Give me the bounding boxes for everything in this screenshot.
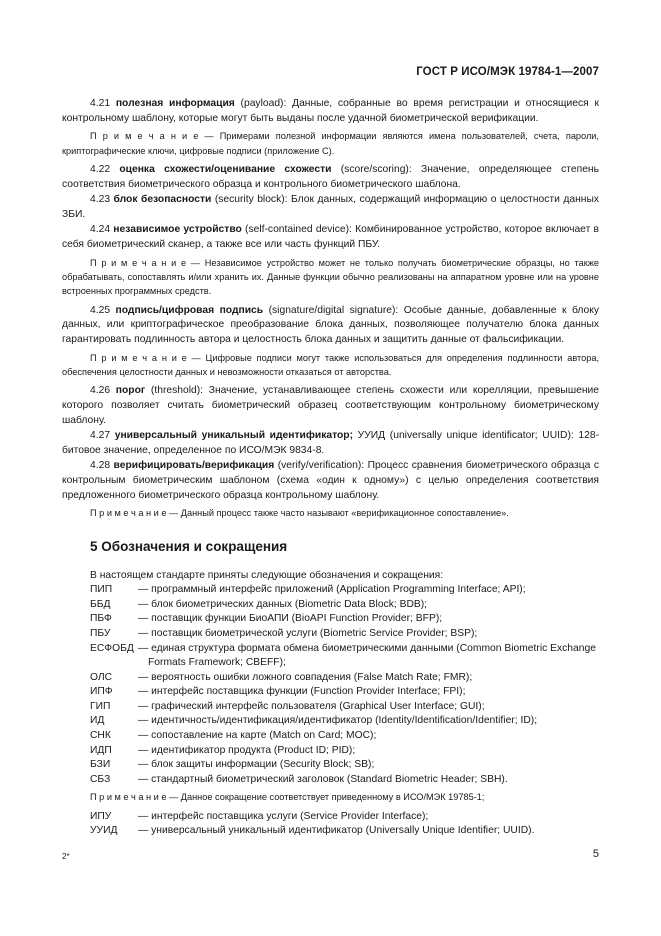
- list-item: [90, 729, 599, 744]
- list-item: [90, 700, 599, 715]
- note-label: П р и м е ч а н и е: [90, 792, 167, 803]
- definition-term: подпись/цифровая подпись: [115, 304, 264, 316]
- abbreviation-list-continued: [90, 810, 599, 839]
- abbreviation: ИПУ: [90, 810, 112, 822]
- definition-4-23: [62, 193, 599, 222]
- definition-4-25: [62, 304, 599, 348]
- definition-number: 4.24: [90, 224, 111, 236]
- note-section-5: [62, 790, 599, 804]
- list-item: [90, 671, 599, 686]
- list-item: [90, 810, 599, 825]
- abbreviation: ЕСФОБД: [90, 642, 134, 654]
- note-text: — Данное сокращение соответствует приведенному в ИСО/МЭК 19785-1;: [166, 792, 485, 803]
- definition-term: блок безопасности: [113, 194, 212, 206]
- list-item: [90, 773, 599, 788]
- definition-number: 4.27: [90, 430, 111, 442]
- abbreviation-definition: — вероятность ошибки ложного совпадения (False Match Rate; FMR);: [138, 671, 473, 683]
- definition-number: 4.26: [90, 385, 111, 397]
- abbreviation-definition-wrap: [138, 642, 599, 671]
- abbreviation-definition: — поставщик биометрической услуги (Biometric Service Provider; BSP);: [138, 627, 478, 639]
- definition-term: универсальный уникальный идентификатор;: [114, 430, 354, 442]
- note-4-25: [62, 351, 599, 380]
- list-item: [90, 598, 599, 613]
- definition-text: (signature/digital signature): Особые данные, добавленные к блоку данных, или криптографическое преобразование блока данных, позволяющее получателю блока данных гарантировать подлинность автора и целостность блока данных и защитить данные от фальсификации.: [62, 304, 599, 345]
- definition-term: независимое устройство: [113, 224, 242, 236]
- definition-term: оценка схожести/оценивание схожести: [119, 164, 332, 175]
- list-item: [90, 714, 599, 729]
- abbreviation: ПИП: [90, 584, 113, 596]
- abbreviation: СНК: [90, 730, 111, 742]
- definition-term: порог: [115, 385, 146, 397]
- abbreviation-definition: — единая структура формата обмена биометрическими данными (Common Biometric Exchange: [138, 642, 596, 654]
- definition-4-22: [62, 163, 599, 192]
- list-item: [90, 824, 599, 839]
- definition-number: 4.21: [90, 98, 111, 109]
- abbreviation-definition: — поставщик функции БиоАПИ (BioAPI Function Provider; BFP);: [138, 613, 443, 625]
- abbreviation-definition: — универсальный уникальный идентификатор (Universally Unique Identifier; UUID).: [138, 825, 535, 837]
- list-item: [90, 627, 599, 642]
- list-item: [90, 583, 599, 598]
- abbreviation-definition: — блок защиты информации (Security Block; SB);: [138, 759, 375, 771]
- abbreviation: ББД: [90, 598, 111, 610]
- abbreviation-definition: — сопоставление на карте (Match on Card; MOC);: [138, 730, 377, 742]
- note-text: — Данный процесс также часто называют «верификационное сопоставление».: [166, 508, 509, 519]
- list-item: [90, 758, 599, 773]
- abbreviation-definition: — стандартный биометрический заголовок (Standard Biometric Header; SBH).: [138, 773, 508, 785]
- note-label: П р и м е ч а н и е: [90, 257, 187, 268]
- definition-text: (self-contained device): Комбинированное устройство, которое включает в себя биометрический сканер, а также все или часть функций ПБУ.: [62, 224, 599, 250]
- section-intro: В настоящем стандарте приняты следующие обозначения и сокращения:: [90, 569, 444, 581]
- abbreviation: ПБУ: [90, 627, 111, 639]
- definition-number: 4.23: [90, 194, 111, 206]
- definition-number: 4.25: [90, 304, 111, 316]
- definition-4-26: [62, 384, 599, 428]
- abbreviation: ОЛС: [90, 671, 113, 683]
- definition-text: (payload): Данные, собранные во время регистрации и относящиеся к контрольному шаблону, которые могут быть выданы после удачной биометрической верификации.: [62, 98, 599, 124]
- note-4-21: [62, 129, 599, 158]
- note-text: — Примерами полезной информации являются имена пользователей, счета, пароли, криптографические ключи, цифровые подписи (приложение С).: [62, 131, 599, 156]
- definition-text: (score/scoring): Значение, определяющее степень соответствия биометрического образца и контрольного биометрического шаблона.: [62, 164, 599, 190]
- definition-term: полезная информация: [115, 98, 235, 109]
- abbreviation-definition: — интерфейс поставщика услуги (Service Provider Interface);: [138, 810, 429, 822]
- definition-4-27: [62, 429, 599, 458]
- abbreviation: БЗИ: [90, 759, 111, 771]
- abbreviation: ИД: [90, 715, 105, 727]
- definition-4-24: [62, 223, 599, 252]
- note-text: — Независимое устройство может не только получать биометрические образцы, но также обрабатывать, сопоставлять и/или хранить их. Данные функции обычно реализованы на аппаратном уровне или на уровне встроенных программных средств.: [62, 257, 599, 297]
- definition-text: (verify/verification): Процесс сравнения биометрического образца с контрольным биометрическим шаблоном (схема «один к одному») с целью определения соответствия предложенного биометрического образца контрольному шаблону.: [62, 460, 599, 501]
- definition-number: 4.28: [90, 460, 111, 472]
- abbreviation: СБЗ: [90, 773, 111, 785]
- page-number: 5: [592, 848, 599, 860]
- footer-mark: 2*: [62, 852, 70, 861]
- abbreviation: ГИП: [90, 700, 111, 712]
- definition-text: (security block): Блок данных, содержащий информацию о целостности данных ЗБИ.: [62, 194, 599, 220]
- note-text: — Цифровые подписи могут также использоваться для определения подлинности автора, обеспечения целостности данных и невозможности отказаться от авторства.: [62, 352, 599, 377]
- note-4-28: [62, 506, 599, 520]
- abbreviation-definition: — идентификатор продукта (Product ID; PID);: [138, 744, 356, 756]
- definition-term: верифицировать/верификация: [113, 460, 275, 472]
- abbreviation-definition-continued: Formats Framework; CBEFF);: [148, 657, 286, 669]
- note-label: П р и м е ч а н и е: [90, 131, 199, 142]
- page-content: [62, 97, 599, 839]
- abbreviation: УУИД: [90, 825, 118, 837]
- abbreviation: ПБФ: [90, 613, 112, 625]
- abbreviation-definition: — идентичность/идентификация/идентификатор (Identity/Identification/Identifier; ID);: [138, 715, 538, 727]
- abbreviation-list: [90, 583, 599, 787]
- definition-text: УУИД (universally unique identificator; UUID): 128-битовое значение, определенное по ИСО/МЭК 9834-8.: [62, 430, 599, 456]
- abbreviation-definition: — блок биометрических данных (Biometric Data Block; BDB);: [138, 598, 428, 610]
- definition-number: 4.22: [90, 164, 111, 175]
- definition-4-21: [62, 97, 599, 126]
- note-4-24: [62, 256, 599, 299]
- abbreviation-definition: — программный интерфейс приложений (Application Programming Interface; API);: [138, 584, 526, 596]
- list-item: [90, 642, 599, 671]
- abbreviation: ИДП: [90, 744, 112, 756]
- document-header: ГОСТ Р ИСО/МЭК 19784-1—2007: [416, 66, 599, 78]
- list-item: [90, 744, 599, 759]
- abbreviation-definition: — графический интерфейс пользователя (Graphical User Interface; GUI);: [138, 700, 485, 712]
- abbreviation: ИПФ: [90, 686, 113, 698]
- abbreviation-definition: — интерфейс поставщика функции (Function Provider Interface; FPI);: [138, 686, 466, 698]
- section-title: 5 Обозначения и сокращения: [90, 538, 288, 554]
- definition-4-28: [62, 459, 599, 503]
- note-label: П р и м е ч а н и е: [90, 352, 187, 363]
- list-item: [90, 612, 599, 627]
- note-label: П р и м е ч а н и е: [90, 508, 167, 519]
- list-item: [90, 685, 599, 700]
- definition-text: (threshold): Значение, устанавливающее степень схожести или корелляции, превышение которого позволяет считать биометрический образец соответствующим контрольному биометрическому шаблону.: [62, 385, 599, 426]
